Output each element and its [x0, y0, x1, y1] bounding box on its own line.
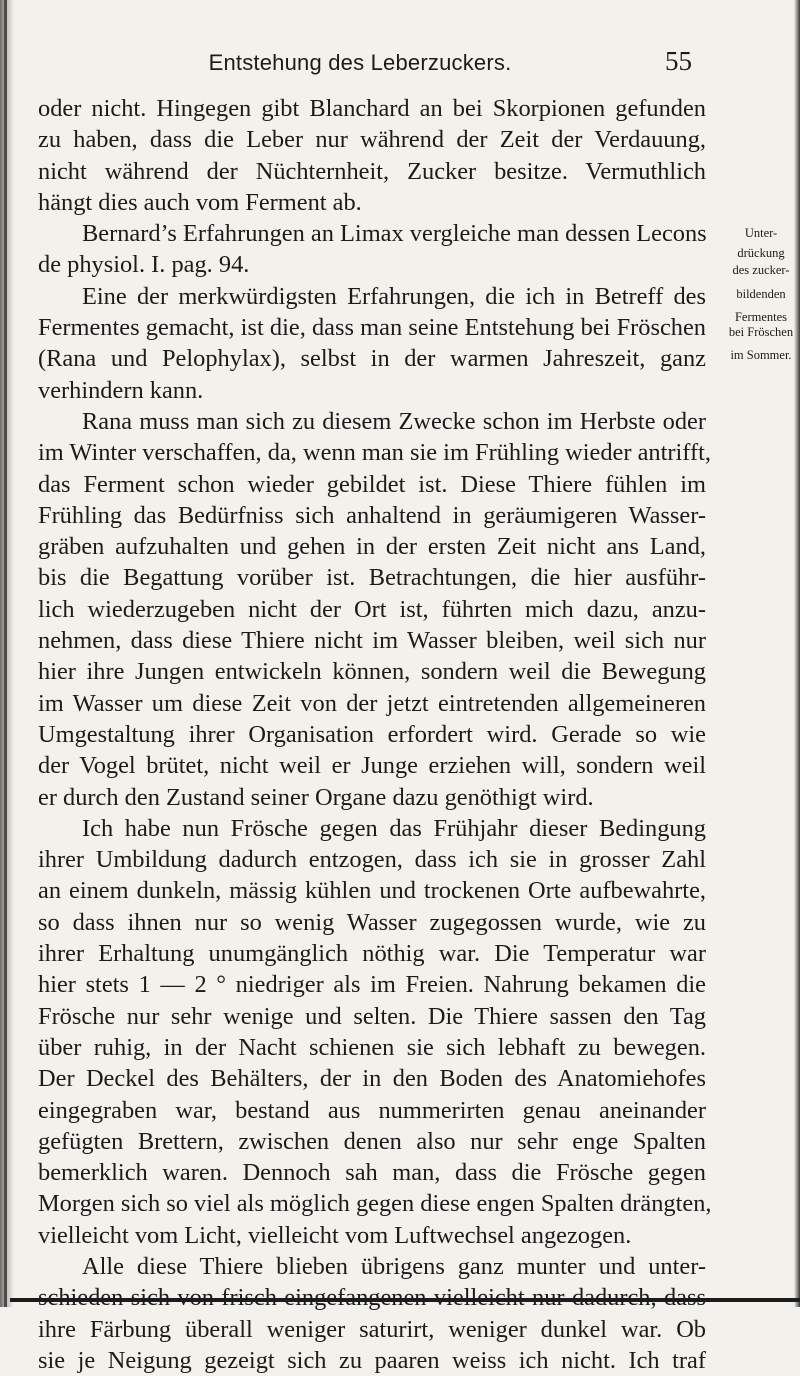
binding-shadow	[0, 0, 14, 1307]
text-line: Alle diese Thiere blieben übrigens ganz munter und unter-	[82, 1252, 706, 1280]
text-line: Umgestaltung ihrer Organisation erfordert wird. Gerade so wie	[38, 720, 706, 748]
page-number: 55	[665, 46, 692, 76]
text-line: der Vogel brütet, nicht weil er Junge erziehen will, sondern weil	[38, 752, 706, 780]
text-line: hier stets 1 — 2 ° niedriger als im Freien. Nahrung bekamen die	[38, 971, 706, 999]
text-line: Morgen sich so viel als möglich gegen diese engen Spalten drängten,	[38, 1190, 712, 1218]
text-line: im Winter verschaffen, da, wenn man sie im Frühling wieder antrifft,	[38, 439, 711, 467]
text-line: sie je Neigung gezeigt sich zu paaren weiss ich nicht. Ich traf	[38, 1346, 706, 1374]
text-line: eingegraben war, bestand aus nummerirten genau aneinander	[38, 1096, 706, 1124]
marginal-note: des zucker-	[732, 263, 790, 277]
body-text	[38, 93, 712, 1376]
text-line: bemerklich waren. Dennoch sah man, dass die Frösche gegen	[38, 1159, 706, 1187]
text-line: Frösche nur sehr wenige und selten. Die Thiere sassen den Tag	[38, 1002, 706, 1030]
text-line: ihre Färbung überall weniger saturirt, weniger dunkel war. Ob	[38, 1315, 706, 1343]
marginal-note: bildenden	[736, 287, 786, 301]
text-line: vielleicht vom Licht, vielleicht vom Luftwechsel angezogen.	[38, 1221, 632, 1249]
text-line: das Ferment schon wieder gebildet ist. Diese Thiere fühlen im	[38, 470, 706, 498]
text-line: nehmen, dass diese Thiere nicht im Wasser bleiben, weil sich nur	[38, 627, 706, 655]
text-line: nicht während der Nüchternheit, Zucker besitze. Vermuthlich	[38, 157, 706, 185]
text-line: Der Deckel des Behälters, der in den Boden des Anatomiehofes	[38, 1065, 706, 1093]
page-edge	[794, 0, 800, 1307]
text-line: ihrer Umbildung dadurch entzogen, dass ich sie in grosser Zahl	[38, 846, 706, 874]
text-line: gräben aufzuhalten und gehen in der ersten Zeit nicht ans Land,	[38, 533, 706, 561]
text-line: Fermentes gemacht, ist die, dass man seine Entstehung bei Fröschen	[38, 314, 706, 342]
text-line: oder nicht. Hingegen gibt Blanchard an bei Skorpionen gefunden	[38, 95, 706, 122]
text-line: an einem dunkeln, mässig kühlen und trockenen Orte aufbewahrte,	[38, 877, 706, 905]
marginal-note: Fermentes	[734, 310, 788, 324]
text-line: Eine der merkwürdigsten Erfahrungen, die ich in Betreff des	[82, 282, 706, 310]
text-line: (Rana und Pelophylax), selbst in der warmen Jahreszeit, ganz	[38, 345, 706, 373]
text-line: lich wiederzugeben nicht der Ort ist, führten mich dazu, anzu-	[38, 595, 706, 623]
text-line: ihrer Erhaltung unumgänglich nöthig war. Die Temperatur war	[38, 940, 706, 968]
text-line: er durch den Zustand seiner Organe dazu genöthigt wird.	[38, 783, 594, 811]
text-line: so dass ihnen nur so wenig Wasser zugegossen wurde, wie zu	[38, 908, 706, 936]
text-line: hier ihre Jungen entwickeln können, sondern weil die Bewegung	[38, 658, 706, 686]
text-line: über ruhig, in der Nacht schienen sie sich lebhaft zu bewegen.	[38, 1033, 706, 1061]
binding-edge	[4, 0, 7, 1307]
bottom-edge	[10, 1298, 800, 1302]
marginal-note: drückung	[737, 246, 785, 260]
text-line: gefügten Brettern, zwischen denen also nur sehr enge Spalten	[38, 1127, 706, 1155]
text-line: verhindern kann.	[38, 376, 204, 404]
marginal-note: im Sommer.	[730, 348, 792, 362]
text-line: Bernard’s Erfahrungen an Limax vergleiche man dessen Lecons	[82, 220, 707, 248]
text-line: hängt dies auch vom Ferment ab.	[38, 188, 362, 216]
text-line: bis die Begattung vorüber ist. Betrachtungen, die hier ausführ-	[38, 564, 706, 592]
text-line: zu haben, dass die Leber nur während der Zeit der Verdauung,	[38, 126, 706, 154]
running-head: Entstehung des Leberzuckers.	[208, 50, 512, 75]
marginal-note: Unter-	[744, 226, 778, 240]
page-header	[0, 46, 800, 76]
text-line: de physiol. I. pag. 94.	[38, 251, 250, 279]
marginal-note: bei Fröschen	[728, 325, 794, 339]
text-line: im Wasser um diese Zeit von der jetzt eintretenden allgemeineren	[38, 689, 706, 717]
text-line: Rana muss man sich zu diesem Zwecke schon im Herbste oder	[82, 407, 706, 435]
text-line: Frühling das Bedürfniss sich anhaltend in geräumigeren Wasser-	[38, 501, 706, 529]
text-line: Ich habe nun Frösche gegen das Frühjahr dieser Bedingung	[82, 814, 706, 842]
